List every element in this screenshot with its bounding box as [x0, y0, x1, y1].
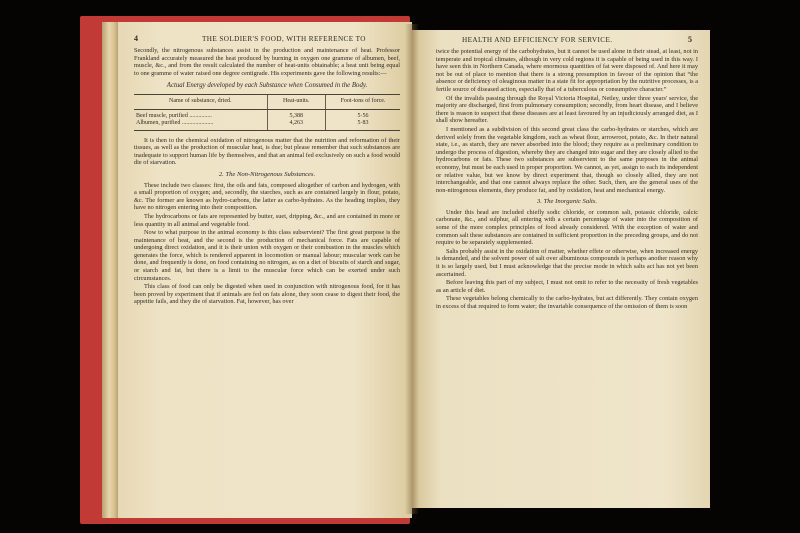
row-heat: 5,388	[267, 109, 326, 120]
table-row	[134, 109, 400, 120]
left-paragraph: Now to what purpose in the animal economy is this class subservient? The first great purpose is the maintenance of heat, and the second is the production of mechanical force. Fats are capable of undergoing direct oxidation, and it is their union with oxygen or their combustion in the muscles which generates the force, which is rendered apparent in locomotion or manual labour; muscular work can be done, and frequently is done, on food containing no nitrogen, as on a diet of biscuits of starch and sugar, or starch and fat, but there is a limit to the muscular force which can be exerted under such circumstances.	[134, 229, 400, 282]
left-paragraph: This class of food can only be digested when used in conjunction with nitrogenous food, for it has been proved by experiment that if animals are fed on fats alone, they soon cease to digest their food, the appetite fails, and they die of starvation. Fat, however, has over	[134, 283, 400, 306]
row-heat: 4,263	[267, 120, 326, 131]
table-caption: Actual Energy developed by each Substance when Consumed in the Body.	[166, 82, 368, 90]
left-paragraph: The hydrocarbons or fats are represented by butter, suet, dripping, &c., and are contained in more or less quantity in all animal and vegetable food.	[134, 212, 400, 228]
right-paragraph: Before leaving this part of my subject, I must not omit to refer to the necessity of fresh vegetables as an article of diet.	[436, 279, 698, 294]
section-heading-inorganic-salts: 3. The Inorganic Salts.	[536, 198, 597, 206]
right-paragraph: twice the potential energy of the carbohydrates, but it cannot be used alone in their stead, at least, not in temperate and tropical climates, although in very cold regions it is capable of being used in this way. I have seen this in Northern Canada, where enormous quantities of fat were disposed of. And here it may not be out of place to mention that there is a strong presumption in favour of the opinion that “the absence or deficiency of oleaginous matter in a state fit for appropriation by the nutritive processes, is a fertile source of diseased action, especially that of a tuberculous or consumptive character.”	[436, 48, 698, 93]
right-paragraph: Salts probably assist in the oxidation of matter, whether effete or otherwise, when increased energy is demanded, and the solvent power of salt over albuminous compounds is perhaps another reason why it is so largely used, but I must acknowledge that the precise mode in which salts act has not yet been ascertained.	[436, 247, 698, 278]
row-force: 5·56	[326, 109, 400, 120]
table-header-substance: Name of substance, dried.	[134, 94, 267, 109]
right-page	[412, 30, 710, 508]
left-page-number: 4	[134, 34, 138, 43]
energy-table	[134, 94, 400, 131]
row-substance: Albumen, purified .....................	[134, 120, 267, 131]
right-page-body	[436, 48, 698, 312]
book-gutter-shadow	[405, 24, 419, 514]
right-paragraph: These vegetables belong chemically to the carbo-hydrates, but act differently. They contain oxygen in excess of that required to form water; the invariable consequence of the omission of them is soon	[436, 295, 698, 310]
table-row	[134, 120, 400, 131]
left-page-body	[134, 47, 400, 307]
right-paragraph: Of the invalids passing through the Royal Victoria Hospital, Netley, under three years' service, the majority are discharged, first from pulmonary consumption; secondly, from heart disease, and I believe there is reason to suspect that these diseases are at least favoured by an injudiciously arranged diet, as I shall show hereafter.	[436, 94, 698, 125]
left-running-head: THE SOLDIER'S FOOD, WITH REFERENCE TO	[202, 35, 366, 43]
right-paragraph: I mentioned as a subdivision of this second great class the carbo-hydrates or starches, which are derived solely from the vegetable kingdom, such as wheat flour, arrowroot, potato, &c. In their natural state, i.e., as starch, they are never absorbed into the blood; they require as a preliminary condition to undergo the process of digestion, whereby they are changed into sugar and they are closely allied to the hydrocarbons or fats. These two substances are subservient to the same purposes in the animal economy, but must be each used in proper proportion. We cannot, as yet, assign to each its independent or relative value, but we know by direct experiment that, though so closely allied, they are not interchangeable, and that one cannot always replace the other. Such, then, are the general uses of the non-nitrogenous elements, they produce fat, and by oxidation, heat and mechanical energy.	[436, 125, 698, 194]
right-running-head: HEALTH AND EFFICIENCY FOR SERVICE.	[462, 36, 613, 44]
left-intro-paragraph: Secondly, the nitrogenous substances assist in the production and maintenance of heat. Professor Frankland accurately measured the heat produced by burning in oxygen one gramme of albumen, beef, muscle, &c., and from the result calculated the number of heat-units obtainable; a heat unit being equal to one gramme of water raised one degree centigrade. His experiments gave the following results:—	[134, 47, 400, 77]
section-heading-non-nitrogenous: 2. The Non-Nitrogenous Substances.	[218, 170, 316, 178]
table-header-force: Foot-tons of force.	[326, 94, 400, 109]
right-paragraph: Under this head are included chiefly sodic chloride, or common salt, potassic chloride, calcic carbonate, &c., and sulphur, all entering with a certain percentage of water into the composition of some of the more complex principles of food already considered. With the exception of water and common salt these substances are contained in sufficient proportion in the preceding groups, and do not require to be separately supplemented.	[436, 208, 698, 247]
right-page-number: 5	[688, 35, 692, 44]
left-page	[118, 22, 412, 518]
row-substance: Beef muscle, purified ...............	[136, 112, 212, 119]
left-paragraph: These include two classes: first, the oils and fats, composed altogether of carbon and hydrogen, with a small proportion of oxygen; and, secondly, the starches, such as are contained largely in flour, potato, &c. The former are known as hydro-carbons, the latter as carbo-hydrates. As the heading implies, they have no nitrogen entering into their composition.	[134, 181, 400, 212]
row-force: 5·83	[326, 120, 400, 131]
left-paragraph-after-table: It is then to the chemical oxidation of nitrogenous matter that the nutrition and reformation of their tissues, as well as the production of muscular heat, is due; but please remember that such substances are inadequate to support human life by themselves, and that an animal fed exclusively on such a food would die of starvation.	[134, 136, 400, 167]
table-header-heat: Heat-units.	[267, 94, 326, 109]
